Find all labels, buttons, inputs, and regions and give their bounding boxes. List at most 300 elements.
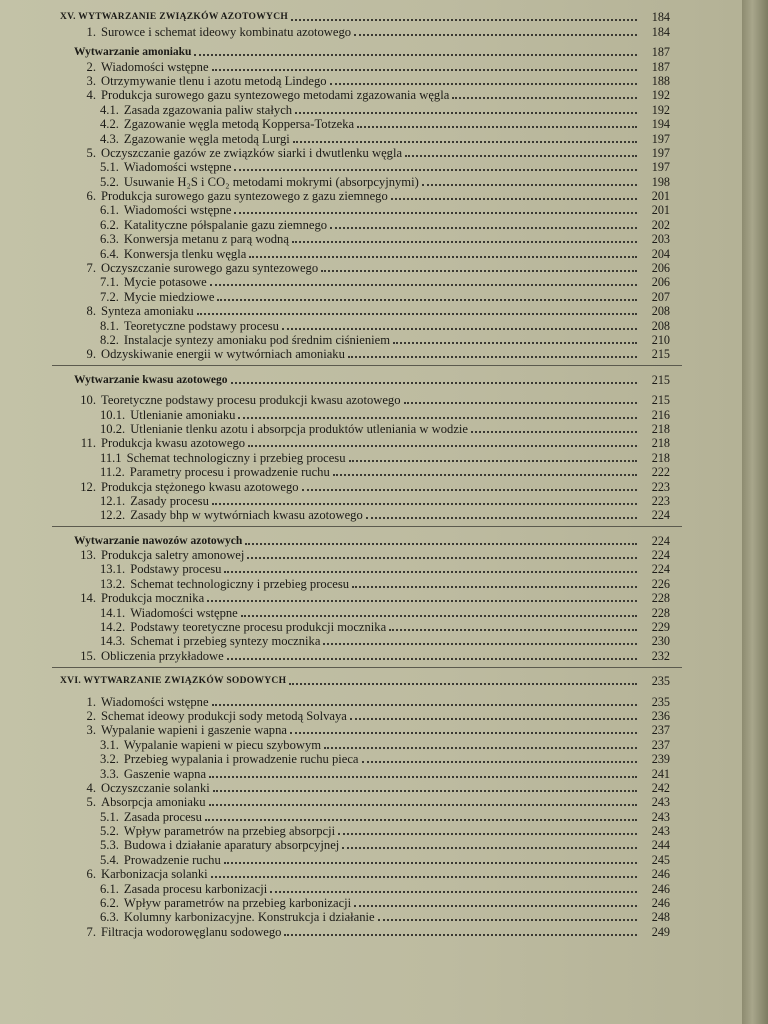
page-number: 243 xyxy=(651,809,670,824)
dot-leader xyxy=(270,890,637,893)
entry-title: Prowadzenie ruchu xyxy=(123,852,221,867)
entry-number: 6.4. xyxy=(100,246,119,261)
page-number: 207 xyxy=(651,289,670,304)
page-number: 192 xyxy=(651,102,670,117)
part-heading xyxy=(60,45,670,59)
dot-leader xyxy=(393,341,637,344)
entry-number: 14. xyxy=(80,591,96,606)
entry-title: Zasady procesu xyxy=(130,493,209,508)
toc-entry xyxy=(60,795,670,809)
entry-number: 3.1. xyxy=(100,737,119,752)
entry-number: 14.3. xyxy=(100,634,126,649)
part-title: Wytwarzanie nawozów azotowych xyxy=(74,534,243,547)
page-number: 197 xyxy=(651,131,670,146)
entry-title: Zasada zgazowania paliw stałych xyxy=(123,102,293,117)
toc-subentry xyxy=(60,852,670,866)
toc-entry xyxy=(60,694,670,708)
toc-entry xyxy=(60,261,670,275)
entry-title: Teoretyczne podstawy procesu produkcji kwasu azotowego xyxy=(101,393,401,408)
entry-title: Mycie miedziowe xyxy=(123,289,215,304)
page-number: 187 xyxy=(651,45,670,60)
entry-number: 4. xyxy=(86,88,96,103)
entry-number: 3. xyxy=(86,73,96,88)
toc-subentry xyxy=(60,407,670,421)
toc-entry xyxy=(60,709,670,723)
entry-number: 6.3. xyxy=(100,910,119,925)
dot-leader xyxy=(209,775,637,778)
entry-title: Katalityczne półspalanie gazu ziemnego xyxy=(123,217,328,232)
page-number: 230 xyxy=(651,634,670,649)
dot-leader xyxy=(349,459,638,462)
entry-title: Filtracja wodorowęglanu sodowego xyxy=(101,924,282,939)
dot-leader xyxy=(234,168,637,171)
entry-title: Konwersja tlenku węgla xyxy=(123,246,247,261)
page-number: 206 xyxy=(651,275,670,290)
page-number: 232 xyxy=(651,648,670,663)
page-number: 237 xyxy=(651,723,670,738)
toc-subentry xyxy=(60,465,670,479)
toc-subentry xyxy=(60,333,670,347)
entry-title: Wypalanie wapieni w piecu szybowym xyxy=(123,737,322,752)
entry-title: Produkcja mocznika xyxy=(101,591,205,606)
entry-title: Absorpcja amoniaku xyxy=(101,795,206,810)
dot-leader xyxy=(241,614,637,617)
page-number: 202 xyxy=(651,217,670,232)
page-number: 248 xyxy=(651,910,670,925)
dot-leader xyxy=(210,283,637,286)
entry-number: 5.4. xyxy=(100,852,119,867)
page-number: 228 xyxy=(651,605,670,620)
entry-title: Produkcja kwasu azotowego xyxy=(101,436,246,451)
entry-title: Teoretyczne podstawy procesu xyxy=(123,318,279,333)
dot-leader xyxy=(289,682,637,685)
dot-leader xyxy=(212,502,637,505)
dot-leader xyxy=(391,197,637,200)
toc-subentry xyxy=(60,562,670,576)
entry-title: Parametry procesu i prowadzenie ruchu xyxy=(129,465,330,480)
entry-number: 13.1. xyxy=(100,562,126,577)
page-number: 239 xyxy=(651,752,670,767)
dot-leader xyxy=(324,746,637,749)
dot-leader xyxy=(194,53,637,56)
page-edge xyxy=(742,0,768,1024)
entry-number: 1. xyxy=(86,694,96,709)
page-number: 243 xyxy=(651,795,670,810)
page-number: 224 xyxy=(651,533,670,548)
dot-leader xyxy=(197,312,637,315)
entry-title: Surowce i schemat ideowy kombinatu azotowego xyxy=(101,24,352,39)
entry-number: 5.2. xyxy=(100,824,119,839)
entry-title: Produkcja saletry amonowej xyxy=(101,548,245,563)
page-number: 194 xyxy=(651,117,670,132)
entry-title: Otrzymywanie tlenu i azotu metodą Lindego xyxy=(101,73,327,88)
toc-subentry xyxy=(60,289,670,303)
toc-subentry xyxy=(60,275,670,289)
toc-subentry xyxy=(60,246,670,260)
dot-leader xyxy=(295,111,637,114)
entry-title: Gaszenie wapna xyxy=(123,766,207,781)
page-number: 201 xyxy=(651,203,670,218)
entry-number: 5.1. xyxy=(100,160,119,175)
toc-entry xyxy=(60,59,670,73)
entry-title: Wiadomości wstępne xyxy=(101,694,209,709)
page-number: 224 xyxy=(651,508,670,523)
page-number: 246 xyxy=(651,896,670,911)
dot-leader xyxy=(290,731,637,734)
dot-leader xyxy=(362,760,637,763)
entry-title: Synteza amoniaku xyxy=(101,304,194,319)
page-number: 243 xyxy=(651,824,670,839)
toc-subentry xyxy=(60,117,670,131)
entry-title: Wiadomości wstępne xyxy=(123,203,232,218)
toc-entry xyxy=(60,867,670,881)
dot-leader xyxy=(224,570,637,573)
dot-leader xyxy=(291,18,637,21)
dot-leader xyxy=(245,542,637,545)
entry-title: Utlenianie amoniaku xyxy=(130,407,236,422)
dot-leader xyxy=(227,657,637,660)
dot-leader xyxy=(330,82,637,85)
page-number: 226 xyxy=(651,576,670,591)
page-number: 204 xyxy=(651,246,670,261)
page-number: 188 xyxy=(651,73,670,88)
entry-number: 11. xyxy=(80,436,96,451)
dot-leader xyxy=(231,381,637,384)
toc-subentry xyxy=(60,203,670,217)
entry-title: Schemat i przebieg syntezy mocznika xyxy=(130,634,321,649)
entry-title: Oczyszczanie gazów ze związków siarki i dwutlenku węgla xyxy=(101,145,403,160)
entry-title: Wpływ parametrów na przebieg karbonizacji xyxy=(123,896,352,911)
entry-title: Wiadomości wstępne xyxy=(101,59,209,74)
chapter-title: XVI. WYTWARZANIE ZWIĄZKÓW SODOWYCH xyxy=(60,676,287,687)
entry-number: 6. xyxy=(86,867,96,882)
entry-title: Karbonizacja solanki xyxy=(101,867,208,882)
entry-title: Wypalanie wapieni i gaszenie wapna xyxy=(101,723,287,738)
page-number: 201 xyxy=(651,189,670,204)
entry-title: Schemat technologiczny i przebieg procesu xyxy=(126,450,346,465)
page-number: 229 xyxy=(651,620,670,635)
entry-number: 13.2. xyxy=(100,576,126,591)
page-number: 192 xyxy=(651,88,670,103)
entry-number: 7. xyxy=(86,261,96,276)
dot-leader xyxy=(234,211,637,214)
toc-subentry xyxy=(60,160,670,174)
dot-leader xyxy=(293,140,637,143)
dot-leader xyxy=(366,516,637,519)
entry-number: 4.2. xyxy=(100,117,119,132)
toc-subentry xyxy=(60,494,670,508)
toc-subentry xyxy=(60,809,670,823)
page-number: 198 xyxy=(651,174,670,189)
toc-subentry xyxy=(60,450,670,464)
toc-entry xyxy=(60,548,670,562)
entry-number: 6.2. xyxy=(100,217,119,232)
toc-subentry xyxy=(60,824,670,838)
page-number: 197 xyxy=(651,160,670,175)
entry-number: 14.2. xyxy=(100,620,126,635)
dot-leader xyxy=(217,298,637,301)
page-number: 244 xyxy=(651,838,670,853)
entry-number: 5. xyxy=(86,145,96,160)
page-number: 206 xyxy=(651,261,670,276)
entry-number: 15. xyxy=(80,648,96,663)
entry-title: Zasady bhp w wytwórniach kwasu azotowego xyxy=(130,508,363,523)
table-of-contents xyxy=(60,10,670,939)
toc-subentry xyxy=(60,232,670,246)
dot-leader xyxy=(282,327,637,330)
entry-number: 5.3. xyxy=(100,838,119,853)
toc-subentry xyxy=(60,881,670,895)
entry-number: 9. xyxy=(86,347,96,362)
entry-number: 1. xyxy=(86,24,96,39)
page-number: 246 xyxy=(651,867,670,882)
toc-subentry xyxy=(60,838,670,852)
dot-leader xyxy=(323,642,637,645)
toc-subentry xyxy=(60,605,670,619)
toc-entry xyxy=(60,24,670,38)
toc-entry xyxy=(60,393,670,407)
dot-leader xyxy=(321,269,637,272)
entry-title: Wiadomości wstępne xyxy=(130,605,238,620)
toc-entry xyxy=(60,591,670,605)
toc-subentry xyxy=(60,634,670,648)
entry-title: Obliczenia przykładowe xyxy=(101,648,224,663)
entry-number: 13. xyxy=(80,548,96,563)
entry-number: 4. xyxy=(86,780,96,795)
entry-number: 5.1. xyxy=(100,809,119,824)
toc-subentry xyxy=(60,737,670,751)
page-number: 215 xyxy=(651,372,670,387)
page-number: 237 xyxy=(651,737,670,752)
dot-leader xyxy=(422,183,637,186)
dot-leader xyxy=(284,933,637,936)
toc-subentry xyxy=(60,422,670,436)
toc-subentry xyxy=(60,752,670,766)
entry-title: Podstawy teoretyczne procesu produkcji mocznika xyxy=(130,620,387,635)
entry-number: 8. xyxy=(86,304,96,319)
entry-number: 14.1. xyxy=(100,605,126,620)
entry-number: 11.2. xyxy=(100,465,125,480)
entry-title: Mycie potasowe xyxy=(123,275,207,290)
entry-number: 12. xyxy=(80,479,96,494)
dot-leader xyxy=(354,904,637,907)
toc-subentry xyxy=(60,910,670,924)
entry-number: 3.3. xyxy=(100,766,119,781)
entry-number: 6.1. xyxy=(100,203,119,218)
entry-title: Wiadomości wstępne xyxy=(123,160,232,175)
entry-number: 10.1. xyxy=(100,407,126,422)
dot-leader xyxy=(378,918,637,921)
entry-title: Kolumny karbonizacyjne. Konstrukcja i działanie xyxy=(123,910,375,925)
page-number: 215 xyxy=(651,393,670,408)
entry-number: 5. xyxy=(86,795,96,810)
section-divider xyxy=(52,526,682,527)
entry-title: Oczyszczanie surowego gazu syntezowego xyxy=(101,261,319,276)
entry-number: 7. xyxy=(86,924,96,939)
chapter-heading xyxy=(60,674,670,688)
dot-leader xyxy=(302,488,637,491)
page-number: 218 xyxy=(651,450,670,465)
entry-number: 11.1 xyxy=(100,450,122,465)
chapter-heading xyxy=(60,10,670,24)
dot-leader xyxy=(249,255,637,258)
entry-number: 10. xyxy=(80,393,96,408)
page-number: 208 xyxy=(651,318,670,333)
entry-number: 7.2. xyxy=(100,289,119,304)
page-number: 184 xyxy=(651,24,670,39)
dot-leader xyxy=(352,585,637,588)
entry-number: 7.1. xyxy=(100,275,119,290)
entry-title: Zasada procesu karbonizacji xyxy=(123,881,268,896)
entry-number: 6.3. xyxy=(100,232,119,247)
dot-leader xyxy=(212,68,637,71)
entry-number: 12.2. xyxy=(100,508,126,523)
page-number: 197 xyxy=(651,145,670,160)
dot-leader xyxy=(205,818,637,821)
part-title: Wytwarzanie amoniaku xyxy=(74,46,192,59)
entry-number: 4.1. xyxy=(100,102,119,117)
page-number: 242 xyxy=(651,780,670,795)
toc-entry xyxy=(60,924,670,938)
entry-number: 3.2. xyxy=(100,752,119,767)
page-number: 216 xyxy=(651,407,670,422)
entry-title: Usuwanie H₂S i CO₂ metodami mokrymi (absorpcyjnymi) xyxy=(123,174,419,189)
page-number: 241 xyxy=(651,766,670,781)
page-number: 184 xyxy=(651,10,670,25)
toc-subentry xyxy=(60,896,670,910)
dot-leader xyxy=(471,430,637,433)
dot-leader xyxy=(224,861,637,864)
page-number: 246 xyxy=(651,881,670,896)
page-number: 208 xyxy=(651,304,670,319)
toc-subentry xyxy=(60,318,670,332)
page-number: 224 xyxy=(651,548,670,563)
toc-subentry xyxy=(60,102,670,116)
entry-title: Produkcja surowego gazu syntezowego metodami zgazowania węgla xyxy=(101,88,450,103)
dot-leader xyxy=(338,832,637,835)
dot-leader xyxy=(292,240,637,243)
dot-leader xyxy=(389,628,637,631)
page-number: 210 xyxy=(651,332,670,347)
entry-title: Utlenianie tlenku azotu i absorpcja produktów utleniania w wodzie xyxy=(130,421,469,436)
entry-title: Podstawy procesu xyxy=(130,562,222,577)
toc-subentry xyxy=(60,174,670,188)
toc-subentry xyxy=(60,508,670,522)
page-number: 203 xyxy=(651,232,670,247)
toc-entry xyxy=(60,723,670,737)
page-number: 224 xyxy=(651,562,670,577)
dot-leader xyxy=(213,789,637,792)
part-heading xyxy=(60,372,670,386)
entry-title: Instalacje syntezy amoniaku pod średnim ciśnieniem xyxy=(123,332,391,347)
entry-title: Schemat ideowy produkcji sody metodą Solvaya xyxy=(101,708,347,723)
entry-number: 8.1. xyxy=(100,318,119,333)
entry-title: Schemat technologiczny i przebieg procesu xyxy=(130,576,350,591)
chapter-title: XV. WYTWARZANIE ZWIĄZKÓW AZOTOWYCH xyxy=(60,12,289,23)
entry-title: Wpływ parametrów na przebieg absorpcji xyxy=(123,824,336,839)
entry-title: Odzyskiwanie energii w wytwórniach amoniaku xyxy=(101,347,345,362)
section-divider xyxy=(52,667,682,668)
part-title: Wytwarzanie kwasu azotowego xyxy=(74,373,228,386)
page-number: 245 xyxy=(651,852,670,867)
dot-leader xyxy=(333,473,637,476)
page-number: 249 xyxy=(651,924,670,939)
entry-title: Przebieg wypalania i prowadzenie ruchu pieca xyxy=(123,752,359,767)
dot-leader xyxy=(348,355,637,358)
entry-title: Zgazowanie węgla metodą Lurgi xyxy=(123,131,290,146)
entry-number: 6. xyxy=(86,189,96,204)
dot-leader xyxy=(211,875,637,878)
page-number: 222 xyxy=(651,465,670,480)
toc-subentry xyxy=(60,217,670,231)
toc-entry xyxy=(60,88,670,102)
dot-leader xyxy=(452,96,637,99)
entry-number: 12.1. xyxy=(100,493,126,508)
toc-subentry xyxy=(60,131,670,145)
page-number: 218 xyxy=(651,421,670,436)
dot-leader xyxy=(247,556,637,559)
dot-leader xyxy=(357,125,637,128)
entry-number: 2. xyxy=(86,59,96,74)
entry-number: 4.3. xyxy=(100,131,119,146)
section-divider xyxy=(52,365,682,366)
page-number: 215 xyxy=(651,347,670,362)
entry-number: 8.2. xyxy=(100,332,119,347)
dot-leader xyxy=(405,154,637,157)
entry-title: Zgazowanie węgla metodą Koppersa-Totzeka xyxy=(123,117,355,132)
dot-leader xyxy=(404,401,637,404)
page-number: 223 xyxy=(651,493,670,508)
dot-leader xyxy=(212,703,637,706)
entry-title: Budowa i działanie aparatury absorpcyjnej xyxy=(123,838,340,853)
dot-leader xyxy=(209,803,637,806)
toc-entry xyxy=(60,479,670,493)
toc-entry xyxy=(60,347,670,361)
entry-title: Produkcja stężonego kwasu azotowego xyxy=(101,479,299,494)
dot-leader xyxy=(248,444,637,447)
dot-leader xyxy=(342,846,637,849)
entry-number: 5.2. xyxy=(100,174,119,189)
entry-title: Zasada procesu xyxy=(123,809,202,824)
page-number: 218 xyxy=(651,436,670,451)
toc-entry xyxy=(60,781,670,795)
dot-leader xyxy=(207,599,637,602)
toc-entry xyxy=(60,146,670,160)
toc-entry xyxy=(60,304,670,318)
entry-title: Konwersja metanu z parą wodną xyxy=(123,232,289,247)
entry-number: 6.1. xyxy=(100,881,119,896)
toc-subentry xyxy=(60,576,670,590)
toc-entry xyxy=(60,74,670,88)
page-number: 187 xyxy=(651,59,670,74)
entry-number: 6.2. xyxy=(100,896,119,911)
toc-entry xyxy=(60,436,670,450)
toc-entry xyxy=(60,189,670,203)
entry-number: 3. xyxy=(86,723,96,738)
toc-entry xyxy=(60,648,670,662)
toc-subentry xyxy=(60,620,670,634)
page-number: 236 xyxy=(651,708,670,723)
entry-title: Produkcja surowego gazu syntezowego z gazu ziemnego xyxy=(101,189,388,204)
entry-number: 10.2. xyxy=(100,421,126,436)
dot-leader xyxy=(354,33,637,36)
dot-leader xyxy=(330,226,637,229)
toc-subentry xyxy=(60,766,670,780)
dot-leader xyxy=(238,416,637,419)
part-heading xyxy=(60,533,670,547)
dot-leader xyxy=(350,717,637,720)
page-number: 235 xyxy=(651,694,670,709)
